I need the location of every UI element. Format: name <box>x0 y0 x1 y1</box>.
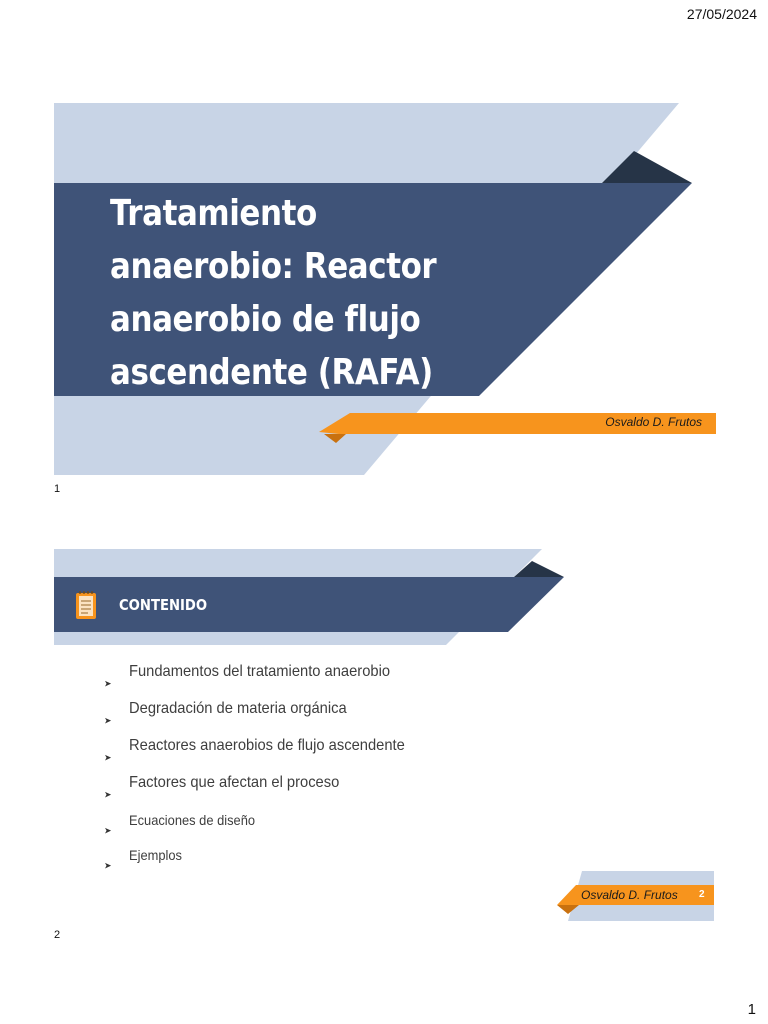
page-number: 1 <box>747 1001 756 1018</box>
list-item: ➤ Factores que afectan el proceso <box>104 772 429 809</box>
notepad-icon <box>74 589 98 621</box>
slide-2 <box>54 549 716 924</box>
slide-number-badge: 2 <box>699 889 705 900</box>
slide-author: Osvaldo D. Frutos <box>605 415 702 429</box>
slide-number-label: 2 <box>54 929 61 941</box>
section-title: CONTENIDO <box>119 596 208 614</box>
list-item: ➤ Fundamentos del tratamiento anaerobio <box>104 661 429 698</box>
slide-1 <box>54 103 716 475</box>
arrowhead-bullet-icon: ➤ <box>104 714 112 725</box>
list-item: ➤ Ejemplos <box>104 844 429 879</box>
arrowhead-bullet-icon: ➤ <box>104 824 112 835</box>
slide-title: Tratamiento anaerobio: Reactor anaerobio de flujo ascendente (RAFA) <box>110 193 437 393</box>
arrowhead-bullet-icon: ➤ <box>104 751 112 762</box>
table-of-contents <box>104 661 429 879</box>
page-date: 27/05/2024 <box>686 6 757 22</box>
slide-number-label: 1 <box>54 483 61 495</box>
list-item: ➤ Ecuaciones de diseño <box>104 809 429 844</box>
footer-author: Osvaldo D. Frutos <box>581 888 678 902</box>
list-item: ➤ Degradación de materia orgánica <box>104 698 429 735</box>
arrowhead-bullet-icon: ➤ <box>104 677 112 688</box>
list-item: ➤ Reactores anaerobios de flujo ascendente <box>104 735 429 772</box>
arrowhead-bullet-icon: ➤ <box>104 859 112 870</box>
arrowhead-bullet-icon: ➤ <box>104 788 112 799</box>
